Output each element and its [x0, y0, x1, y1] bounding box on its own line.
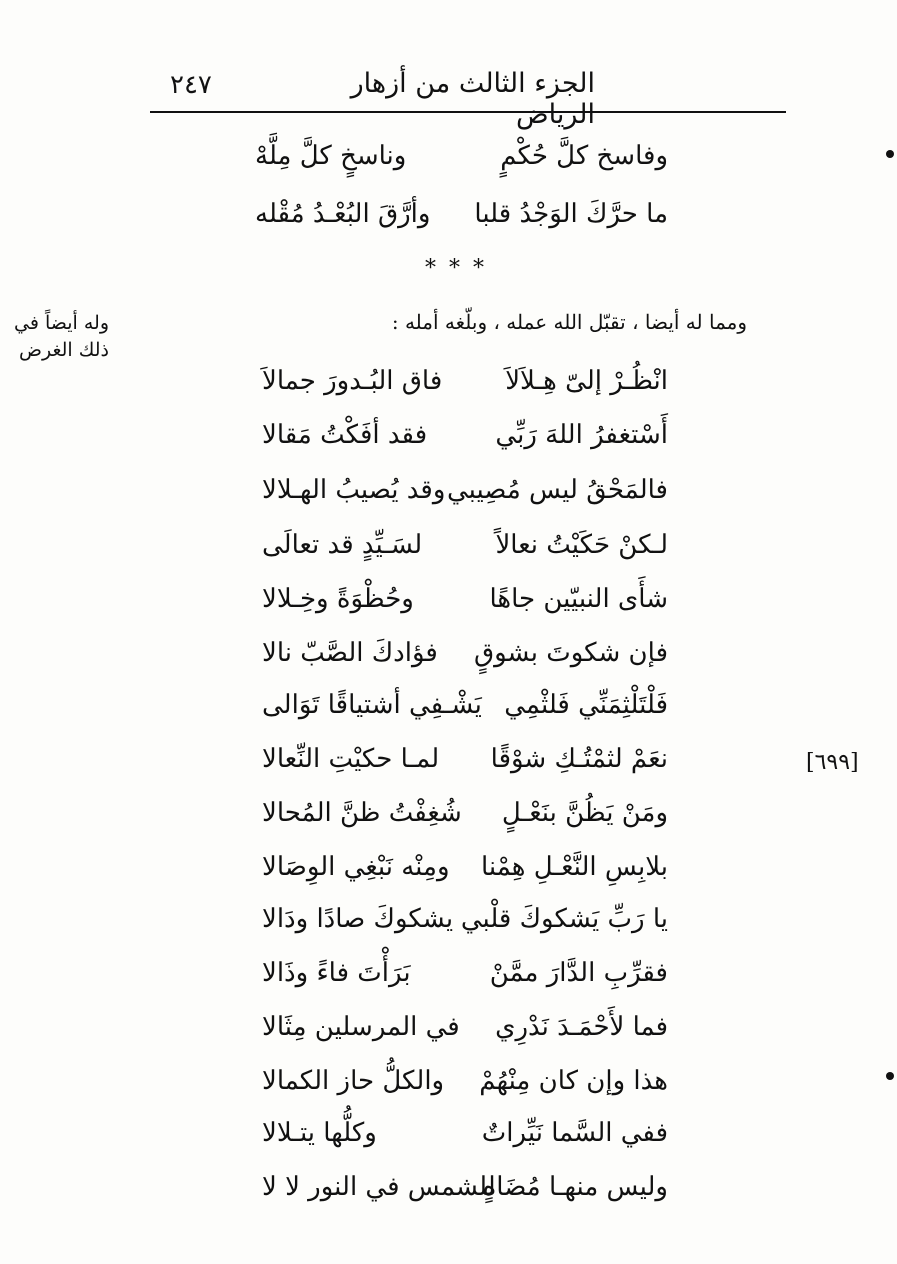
intro-line: ومما له أيضا ، تقبّل الله عمله ، وبلّغه أمله :	[391, 310, 747, 334]
hemistich-left: يشكوكَ صادًا ودَالا	[262, 904, 454, 934]
couplet	[262, 958, 668, 998]
hemistich-left: ومِنْه نَبْغِي الوِصَالا	[262, 852, 450, 882]
couplet	[255, 141, 668, 181]
hemistich-left: وقد يُصيبُ الهـلالا	[262, 475, 446, 505]
margin-note-line: ذلك الغرض	[19, 339, 109, 361]
hemistich-left: فقد أفَكْتُ مَقالا	[262, 420, 428, 450]
couplet	[262, 420, 668, 460]
hemistich-left: بَرَأْتَ فاءً وذَالا	[262, 958, 411, 988]
hemistich-left: فؤادكَ الصَّبّ نالا	[262, 638, 438, 668]
hemistich-right: ما حرَّكَ الوَجْدُ قلبا	[474, 199, 668, 229]
couplet	[262, 638, 668, 678]
couplet	[262, 366, 668, 406]
hemistich-right: فما لأَحْمَـدَ نَدْرِي	[495, 1012, 668, 1042]
hemistich-right: لـكنْ حَكَيْتُ نعالاً	[495, 530, 668, 560]
section-separator: * * *	[425, 256, 487, 281]
hemistich-right: فالمَحْقُ ليس مُصِيبي	[446, 475, 668, 505]
hemistich-left: للشمس في النور لا لا	[262, 1172, 496, 1202]
hemistich-right: يا رَبِّ يَشكوكَ قلْبي	[460, 904, 668, 934]
couplet	[262, 584, 668, 624]
hemistich-right: فإن شكوتَ بشوقٍ	[473, 638, 668, 668]
hemistich-left: في المرسلين مِثَالا	[262, 1012, 460, 1042]
hemistich-right: فقرِّبِ الدَّارَ ممَّنْ	[489, 958, 668, 988]
hemistich-left: لسَـيِّدٍ قد تعالَى	[262, 530, 423, 560]
hemistich-right: وفاسخ كلَّ حُكْمٍ	[500, 141, 668, 171]
margin-reference-number: [٦٩٩]	[806, 750, 859, 775]
margin-dot	[886, 150, 894, 158]
couplet	[262, 690, 668, 730]
hemistich-right: هذا وإن كان مِنْهُمْ	[479, 1066, 668, 1096]
hemistich-left: والكلُّ حاز الكمالا	[262, 1066, 445, 1096]
running-title: الجزء الثالث من أزهار الرياض	[350, 68, 595, 130]
couplet	[262, 1012, 668, 1052]
couplet	[262, 530, 668, 570]
hemistich-right: شأَى النبيّين جاهًا	[489, 584, 668, 614]
couplet	[262, 904, 668, 944]
hemistich-left: لمـا حكيْتِ النِّعالا	[262, 744, 440, 774]
hemistich-left: وكلُّها يتـلالا	[262, 1118, 377, 1148]
hemistich-right: ففي السَّما نَيِّراتٌ	[481, 1118, 668, 1148]
hemistich-left: يَشْـفِي أشتياقًا تَوَالى	[262, 690, 482, 720]
couplet	[262, 475, 668, 515]
hemistich-right: وليس منهـا مُضَاهٍ	[482, 1172, 668, 1202]
hemistich-left: وحُظْوَةً وخِـلالا	[262, 584, 414, 614]
hemistich-left: شُغِفْتُ ظنَّ المُحالا	[262, 798, 462, 828]
couplet	[262, 798, 668, 838]
page-number: ٢٤٧	[170, 70, 212, 100]
margin-note-line: وله أيضاً في	[14, 312, 109, 334]
header-rule	[150, 111, 786, 113]
couplet	[262, 852, 668, 892]
couplet	[262, 1066, 668, 1106]
couplet	[262, 1172, 668, 1212]
couplet	[262, 744, 668, 784]
margin-dot	[886, 1072, 894, 1080]
hemistich-right: فَلْتَلْثِمَنِّي فَلثْمِي	[504, 690, 668, 720]
hemistich-right: بلابِسِ النَّعْـلِ هِمْنا	[480, 852, 668, 882]
hemistich-left: فاق البُـدورَ جمالاَ	[262, 366, 443, 396]
hemistich-right: ومَنْ يَظُنَّ بنَعْـلٍ	[501, 798, 668, 828]
couplet	[255, 199, 668, 239]
hemistich-left: وناسخٍ كلَّ مِلَّهْ	[255, 141, 407, 171]
margin-note	[0, 310, 109, 364]
hemistich-left: وأرَّقَ البُعْـدُ مُقْله	[255, 199, 431, 229]
hemistich-right: نعَمْ لثمْتُـكِ شوْقًا	[490, 744, 668, 774]
hemistich-right: أَسْتغفرُ اللهَ رَبِّي	[495, 420, 668, 450]
hemistich-right: انْظُـرْ إلىّ هِـلاَلاَ	[505, 366, 668, 396]
couplet	[262, 1118, 668, 1158]
